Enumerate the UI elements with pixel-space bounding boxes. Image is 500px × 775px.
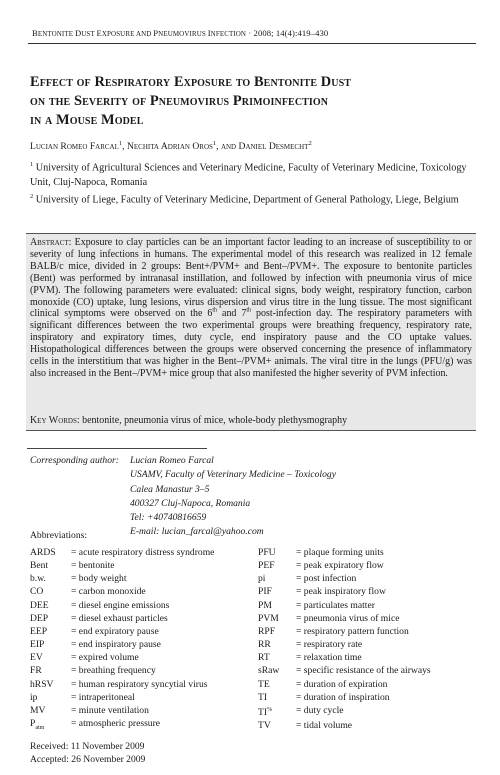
abbreviation-row xyxy=(258,664,478,677)
abbreviation-definition: = diesel exhaust particles xyxy=(71,612,168,624)
corresponding-line: Calea Manastur 3–5 xyxy=(130,483,210,495)
keywords-label: Key Words: xyxy=(30,415,80,426)
abbreviation-term xyxy=(30,704,71,717)
abbreviation-definition: = duty cycle xyxy=(296,704,344,716)
abbreviation-row xyxy=(258,719,478,732)
running-head-part: ENTONITE xyxy=(37,30,75,38)
abbreviation-row xyxy=(258,704,478,719)
abbreviation-term xyxy=(30,651,71,664)
corresponding-line xyxy=(30,454,430,468)
abbreviation-row xyxy=(30,664,230,677)
abbreviation-term-text: FR xyxy=(30,665,42,677)
author-name: Lucian Romeo Farcal xyxy=(30,141,119,153)
abbreviation-term xyxy=(258,572,296,585)
abbreviation-row xyxy=(30,559,230,572)
title-line: in a Mouse Model xyxy=(30,112,144,128)
abbreviation-term-text: PVM xyxy=(258,612,279,624)
running-head-part: NEUMOVIRUS xyxy=(158,30,208,38)
journal-citation: · 2008; 14(4):419–430 xyxy=(246,28,329,38)
abbreviation-definition: = pneumonia virus of mice xyxy=(296,612,400,624)
abbreviation-row xyxy=(258,651,478,664)
keywords xyxy=(30,415,472,426)
abstract-label: Abstract: xyxy=(30,237,72,248)
ordinal-suffix: th xyxy=(246,308,252,315)
abbreviation-term xyxy=(30,599,71,612)
abbreviation-definition: = intraperitoneal xyxy=(71,691,135,703)
abbreviation-row xyxy=(30,625,230,638)
abbreviation-term xyxy=(258,638,296,651)
abbreviation-subscript: atm xyxy=(35,724,45,731)
abbreviation-term xyxy=(30,678,71,691)
abbreviation-term xyxy=(30,664,71,677)
abbreviation-term xyxy=(30,559,71,572)
abbreviation-definition: = post infection xyxy=(296,573,357,585)
abbreviation-term xyxy=(258,546,296,559)
running-head-part: P xyxy=(153,28,159,38)
abbreviation-definition: = duration of expiration xyxy=(296,678,388,690)
article-dates xyxy=(30,741,145,766)
abbreviation-definition: = respiratory rate xyxy=(296,639,363,651)
abbreviation-term xyxy=(258,678,296,691)
running-head-part: E xyxy=(96,28,102,38)
corresponding-label: Corresponding author: xyxy=(30,455,119,466)
abbreviation-term xyxy=(30,717,71,735)
abbreviation-definition: = end expiratory pause xyxy=(71,625,159,637)
abbreviation-term-text: EEP xyxy=(30,625,48,637)
abbreviation-definition: = peak expiratory flow xyxy=(296,560,384,572)
abbreviation-definition: = breathing frequency xyxy=(71,665,156,677)
abbreviation-definition: = human respiratory syncytial virus xyxy=(71,678,208,690)
abbreviation-definition: = carbon monoxide xyxy=(71,586,146,598)
abbreviation-term xyxy=(258,612,296,625)
author-list xyxy=(30,140,475,152)
abbreviation-term-text: EV xyxy=(30,652,43,664)
abbreviation-row xyxy=(258,638,478,651)
running-head xyxy=(32,28,472,38)
abbreviations-heading: Abbreviations: xyxy=(30,530,88,541)
abbreviation-definition: = expired volume xyxy=(71,652,139,664)
running-head-part: D xyxy=(74,28,82,38)
abbreviation-term xyxy=(258,651,296,664)
abbreviation-definition: = respiratory pattern function xyxy=(296,625,409,637)
abbreviation-definition: = atmospheric pressure xyxy=(71,718,161,730)
abstract xyxy=(30,237,472,380)
abbreviation-term xyxy=(258,559,296,572)
abbreviation-superscript: % xyxy=(267,706,273,713)
abbreviation-row xyxy=(258,625,478,638)
title-line: Effect of Respiratory Exposure to Bentonite Dust xyxy=(30,74,352,90)
author-separator: , xyxy=(122,141,127,153)
abbreviation-row xyxy=(258,691,478,704)
abbreviation-term xyxy=(258,691,296,704)
abbreviation-definition: = duration of inspiration xyxy=(296,691,390,703)
affiliation-text: University of Agricultural Sciences and Veterinary Medicine, Faculty of Veterinary Medicine, Toxicology Unit, Cluj-Napoca, Romania xyxy=(30,162,467,188)
footnote-rule xyxy=(27,448,207,449)
running-head-part: I xyxy=(207,28,211,38)
keywords-text: bentonite, pneumonia virus of mice, whole-body plethysmography xyxy=(79,415,348,426)
running-head-part: XPOSURE AND xyxy=(101,30,154,38)
abbreviation-term-text: ARDS xyxy=(30,547,56,558)
abbreviation-row xyxy=(30,678,230,691)
abbreviation-row xyxy=(30,717,230,735)
corresponding-line: USAMV, Faculty of Veterinary Medicine – Toxicology xyxy=(130,469,336,481)
received-date: Received: 11 November 2009 xyxy=(30,741,145,752)
affiliation-mark: 2 xyxy=(30,193,34,200)
abbreviation-definition: = plaque forming units xyxy=(296,547,384,558)
affiliation-mark: 1 xyxy=(30,161,34,168)
abbreviation-row xyxy=(258,612,478,625)
abbreviation-term-text: RT xyxy=(258,652,270,664)
abstract-body: Exposure to clay particles can be an important factor leading to an increase of susceptibility to or severity of lung infections in humans. The experimental model of this research was realized in 12 female BALB/c mice, divided in 2 groups: Bent+/PVM+ and Bent–/PVM+. The exposure to bentonite particles (Bent) was performed by intranasal instillation, and followed by infection with pneumonia virus of mice (PVM). The following parameters were evaluated: clinical signs, body weight, respiratory function, carbon monoxide (CO) uptake, lung lesions, virus dispersion and virus titre in the lung tissue. The most significant clinical symptoms were observed on the 6 xyxy=(30,237,472,320)
corresponding-author xyxy=(30,454,430,540)
abbreviation-definition: = relaxation time xyxy=(296,652,362,664)
abbreviation-term-text: TI xyxy=(258,707,268,719)
abbreviation-definition: = acute respiratory distress syndrome xyxy=(71,547,215,558)
corresponding-name: Lucian Romeo Farcal xyxy=(130,455,214,466)
abbreviation-term-text: PEF xyxy=(258,560,275,572)
abbreviation-term xyxy=(30,572,71,585)
ordinal-suffix: th xyxy=(212,308,218,315)
header-rule xyxy=(28,43,476,44)
abbreviation-term-text: sRaw xyxy=(258,665,280,677)
affiliation xyxy=(30,190,475,208)
running-head-part: B xyxy=(32,28,38,38)
abbreviation-term-text: pi xyxy=(258,573,266,585)
abbreviation-term xyxy=(258,599,296,612)
abbreviation-row xyxy=(258,572,478,585)
abbreviation-definition: = tidal volume xyxy=(296,720,353,732)
author-separator: , and xyxy=(216,141,239,153)
abbreviation-term-text: TV xyxy=(258,720,271,732)
author-name: Daniel Desmecht xyxy=(238,141,309,153)
abbreviation-term-text: TE xyxy=(258,678,270,690)
abbreviation-term xyxy=(258,664,296,677)
abbreviation-row xyxy=(30,691,230,704)
running-head-part: NFECTION xyxy=(210,30,247,38)
corresponding-phone: Tel: +40740816659 xyxy=(130,512,207,524)
abbreviation-row xyxy=(30,572,230,585)
abbreviation-row xyxy=(30,599,230,612)
affiliation xyxy=(30,158,475,190)
abbreviation-row xyxy=(30,651,230,664)
abbreviation-row xyxy=(30,546,230,559)
abbreviation-term-text: P xyxy=(30,718,36,730)
accepted-date: Accepted: 26 November 2009 xyxy=(30,753,146,765)
abbreviation-term xyxy=(258,585,296,598)
abbreviation-definition: = specific resistance of the airways xyxy=(296,665,431,677)
abbreviation-term-text: TI xyxy=(258,691,268,703)
abbreviation-term xyxy=(258,704,296,719)
corresponding-email: E-mail: lucian_farcal@yahoo.com xyxy=(130,526,264,538)
abbreviation-term xyxy=(30,612,71,625)
abbreviation-term xyxy=(258,625,296,638)
abbreviation-row xyxy=(258,599,478,612)
abbreviation-definition: = end inspiratory pause xyxy=(71,639,161,651)
abbreviation-term xyxy=(30,546,71,559)
abbreviation-row xyxy=(258,678,478,691)
running-head-part: UST xyxy=(81,30,97,38)
abbreviation-term-text: RR xyxy=(258,639,271,651)
abbreviation-row xyxy=(30,638,230,651)
abbreviation-term-text: DEE xyxy=(30,599,49,611)
abbreviation-definition: = bentonite xyxy=(71,560,115,572)
abbreviation-term-text: b.w. xyxy=(30,573,46,585)
abbreviations-left-column xyxy=(30,546,230,735)
author-affil-mark: 2 xyxy=(308,140,312,147)
abbreviation-definition: = body weight xyxy=(71,573,127,585)
abbreviation-definition: = particulates matter xyxy=(296,599,375,611)
abbreviation-definition: = minute ventilation xyxy=(71,704,149,716)
abbreviation-term-text: RPF xyxy=(258,625,276,637)
abbreviation-term-text: Bent xyxy=(30,560,49,572)
article-title xyxy=(30,73,475,130)
affiliation-text: University of Liege, Faculty of Veterinary Medicine, Department of General Pathology, Liege, Belgium xyxy=(33,194,459,206)
corresponding-line: 400327 Cluj-Napoca, Romania xyxy=(130,497,251,509)
abbreviation-term-text: PIF xyxy=(258,586,272,598)
abbreviation-row xyxy=(30,704,230,717)
abbreviation-term xyxy=(30,625,71,638)
abbreviation-term-text: hRSV xyxy=(30,678,54,690)
abbreviation-term-text: EIP xyxy=(30,639,45,651)
abbreviation-row xyxy=(258,546,478,559)
abbreviation-row xyxy=(30,612,230,625)
abbreviation-term xyxy=(30,585,71,598)
abbreviation-term-text: CO xyxy=(30,586,44,598)
abbreviation-definition: = peak inspiratory flow xyxy=(296,586,386,598)
abstract-body: post-infection day. The respiratory parameters with significant differences between the two experimental groups were breathing frequency, respiratory rate, inspiratory and expiratory times, duty cycle, end inspiratory pause and the CO uptake values. Histopathological differences between the groups were observed concerning the presence of inflammatory cells in the interstitium that was higher in the Bent–/PVM+ animals. The viral titre in the lungs (PFU/g) was also increased in the Bent–/PVM+ mice group that also manifested the higher severity of PVM infection. xyxy=(30,308,472,379)
abbreviation-term xyxy=(30,691,71,704)
abbreviation-term-text: PM xyxy=(258,599,272,611)
abbreviation-row xyxy=(30,585,230,598)
abbreviation-term-text: ip xyxy=(30,691,38,703)
abbreviation-row xyxy=(258,585,478,598)
author-name: Nechita Adrian Oros xyxy=(126,141,213,153)
abbreviation-definition: = diesel engine emissions xyxy=(71,599,170,611)
title-line: on the Severity of Pneumovirus Primoinfection xyxy=(30,93,329,109)
abbreviation-term-text: MV xyxy=(30,704,46,716)
abbreviation-term-text: DEP xyxy=(30,612,49,624)
abbreviation-term-text: PFU xyxy=(258,547,276,558)
abbreviation-term xyxy=(258,719,296,732)
abstract-body: and 7 xyxy=(217,308,247,320)
abbreviations-right-column xyxy=(258,546,478,732)
abbreviation-term xyxy=(30,638,71,651)
author-affil-mark: 1 xyxy=(118,140,123,147)
abbreviation-row xyxy=(258,559,478,572)
author-affil-mark: 1 xyxy=(212,140,217,147)
